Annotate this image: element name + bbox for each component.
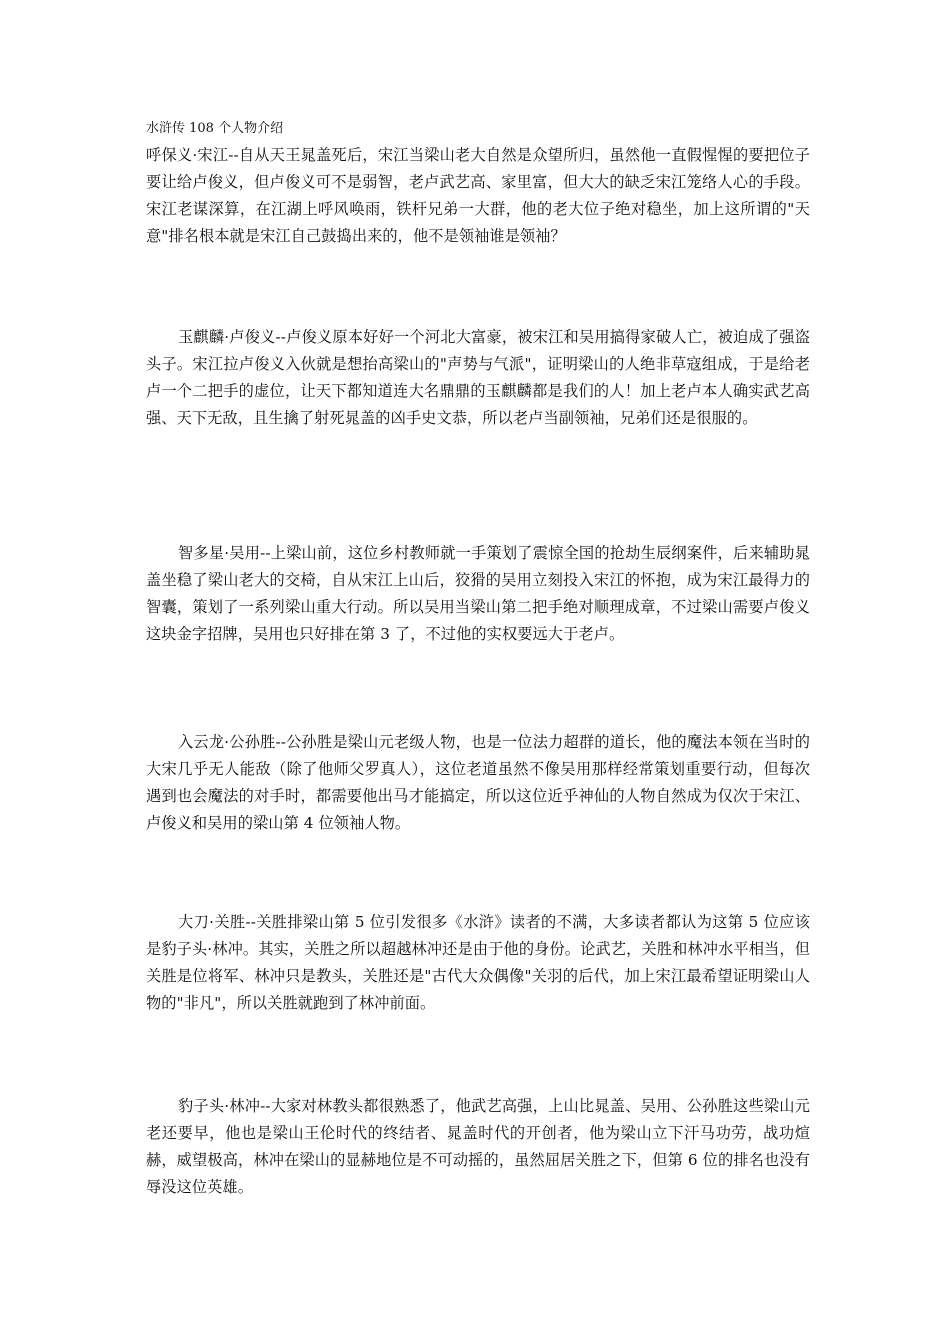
document-title: 水浒传 108 个人物介绍 — [146, 121, 284, 136]
document-page — [146, 0, 810, 1344]
paragraph-guan-sheng: 大刀·关胜--关胜排梁山第 5 位引发很多《水浒》读者的不满，大多读者都认为这第 5 位应该是豹子头·林冲。其实，关胜之所以超越林冲还是由于他的身份。论武艺，关胜和林冲水平相当，但关胜是位将军、林冲只是教头，关胜还是"古代大众偶像"关羽的后代，加上宋江最希望证明梁山人物的"非凡"，所以关胜就跑到了林冲前面。 — [146, 913, 810, 1012]
paragraph-lin-chong: 豹子头·林冲--大家对林教头都很熟悉了，他武艺高强，上山比晁盖、吴用、公孙胜这些梁山元老还要早，他也是梁山王伦时代的终结者、晁盖时代的开创者，他为梁山立下汗马功劳，战功煊赫，威望极高，林冲在梁山的显赫地位是不可动摇的，虽然屈居关胜之下，但第 6 位的排名也没有辱没这位英雄。 — [146, 1097, 810, 1196]
paragraph-lu-junyi: 玉麒麟·卢俊义--卢俊义原本好好一个河北大富豪，被宋江和吴用搞得家破人亡，被迫成了强盗头子。宋江拉卢俊义入伙就是想抬高梁山的"声势与气派"，证明梁山的人绝非草寇组成，于是给老卢一个二把手的虚位，让天下都知道连大名鼎鼎的玉麒麟都是我们的人！加上老卢本人确实武艺高强、天下无敌，且生擒了射死晁盖的凶手史文恭，所以老卢当副领袖，兄弟们还是很服的。 — [146, 328, 810, 427]
paragraph-wu-yong: 智多星·吴用--上梁山前，这位乡村教师就一手策划了震惊全国的抢劫生辰纲案件，后来辅助晁盖坐稳了梁山老大的交椅，自从宋江上山后，狡猾的吴用立刻投入宋江的怀抱，成为宋江最得力的智囊，策划了一系列梁山重大行动。所以吴用当梁山第二把手绝对顺理成章，不过梁山需要卢俊义这块金字招牌，吴用也只好排在第 3 了，不过他的实权要远大于老卢。 — [146, 544, 810, 643]
paragraph-gongsun-sheng: 入云龙·公孙胜--公孙胜是梁山元老级人物，也是一位法力超群的道长，他的魔法本领在当时的大宋几乎无人能敌（除了他师父罗真人），这位老道虽然不像吴用那样经常策划重要行动，但每次遇到也会魔法的对手时，都需要他出马才能搞定，所以这位近乎神仙的人物自然成为仅次于宋江、卢俊义和吴用的梁山第 4 位领袖人物。 — [146, 733, 810, 832]
paragraph-song-jiang: 呼保义·宋江--自从天王晁盖死后，宋江当梁山老大自然是众望所归，虽然他一直假惺惺的要把位子要让给卢俊义，但卢俊义可不是弱智，老卢武艺高、家里富，但大大的缺乏宋江笼络人心的手段。宋江老谋深算，在江湖上呼风唤雨，铁杆兄弟一大群，他的老大位子绝对稳坐，加上这所谓的"天意"排名根本就是宋江自己鼓捣出来的，他不是领袖谁是领袖？ — [146, 146, 810, 245]
